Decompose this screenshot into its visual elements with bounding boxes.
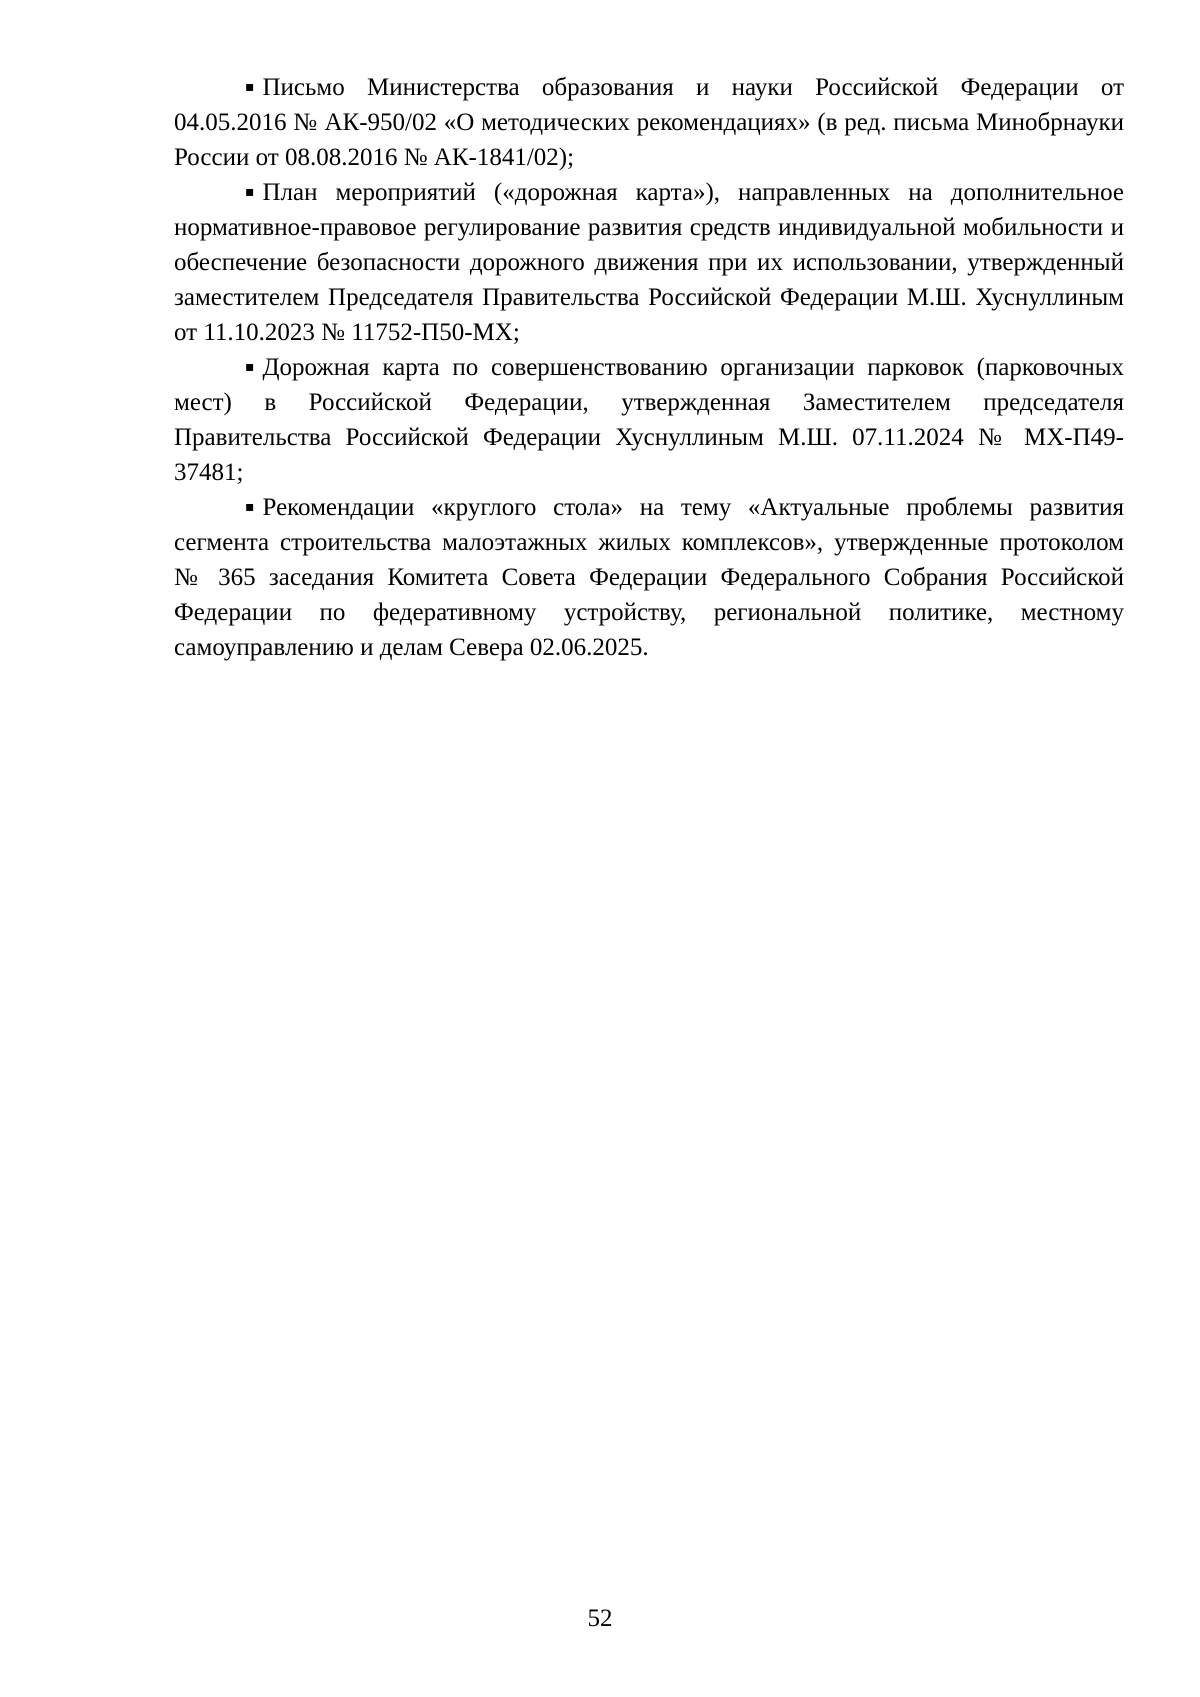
list-item — [174, 175, 1124, 350]
page-number: 52 — [587, 1605, 613, 1632]
list-item — [174, 490, 1124, 665]
list-item-text: Дорожная карта по совершенствованию организации парковок (парковочных мест) в Российской Федерации, утвержденная Заместителем председателя Правительства Российской Федерации Хуснуллиным М.Ш. 07.11.2024 № МХ-П49-37481; — [174, 354, 1124, 486]
bullet-icon: ▪ — [245, 359, 255, 375]
bullet-icon: ▪ — [245, 79, 255, 95]
list-item-text: Рекомендации «круглого стола» на тему «Актуальные проблемы развития сегмента строительства малоэтажных жилых комплексов», утвержденные протоколом № 365 заседания Комитета Совета Федерации Федерального Собрания Российской Федерации по федеративному устройству, региональной политике, местному самоуправлению и делам Севера 02.06.2025. — [174, 494, 1124, 661]
document-body — [174, 70, 1124, 665]
list-item-text: Письмо Министерства образования и науки Российской Федерации от 04.05.2016 № АК-950/02 «О методических рекомендациях» (в ред. письма Минобрнауки России от 08.08.2016 № АК-1841/02); — [174, 74, 1124, 171]
list-item-text: План мероприятий («дорожная карта»), направленных на дополнительное нормативное-правовое регулирование развития средств индивидуальной мобильности и обеспечение безопасности дорожного движения при их использовании, утвержденный заместителем Председателя Правительства Российской Федерации М.Ш. Хуснуллиным от 11.10.2023 № 11752-П50-МХ; — [174, 179, 1124, 346]
list-item — [174, 70, 1124, 175]
bullet-icon: ▪ — [245, 499, 255, 515]
bullet-icon: ▪ — [245, 184, 255, 200]
list-item — [174, 350, 1124, 490]
